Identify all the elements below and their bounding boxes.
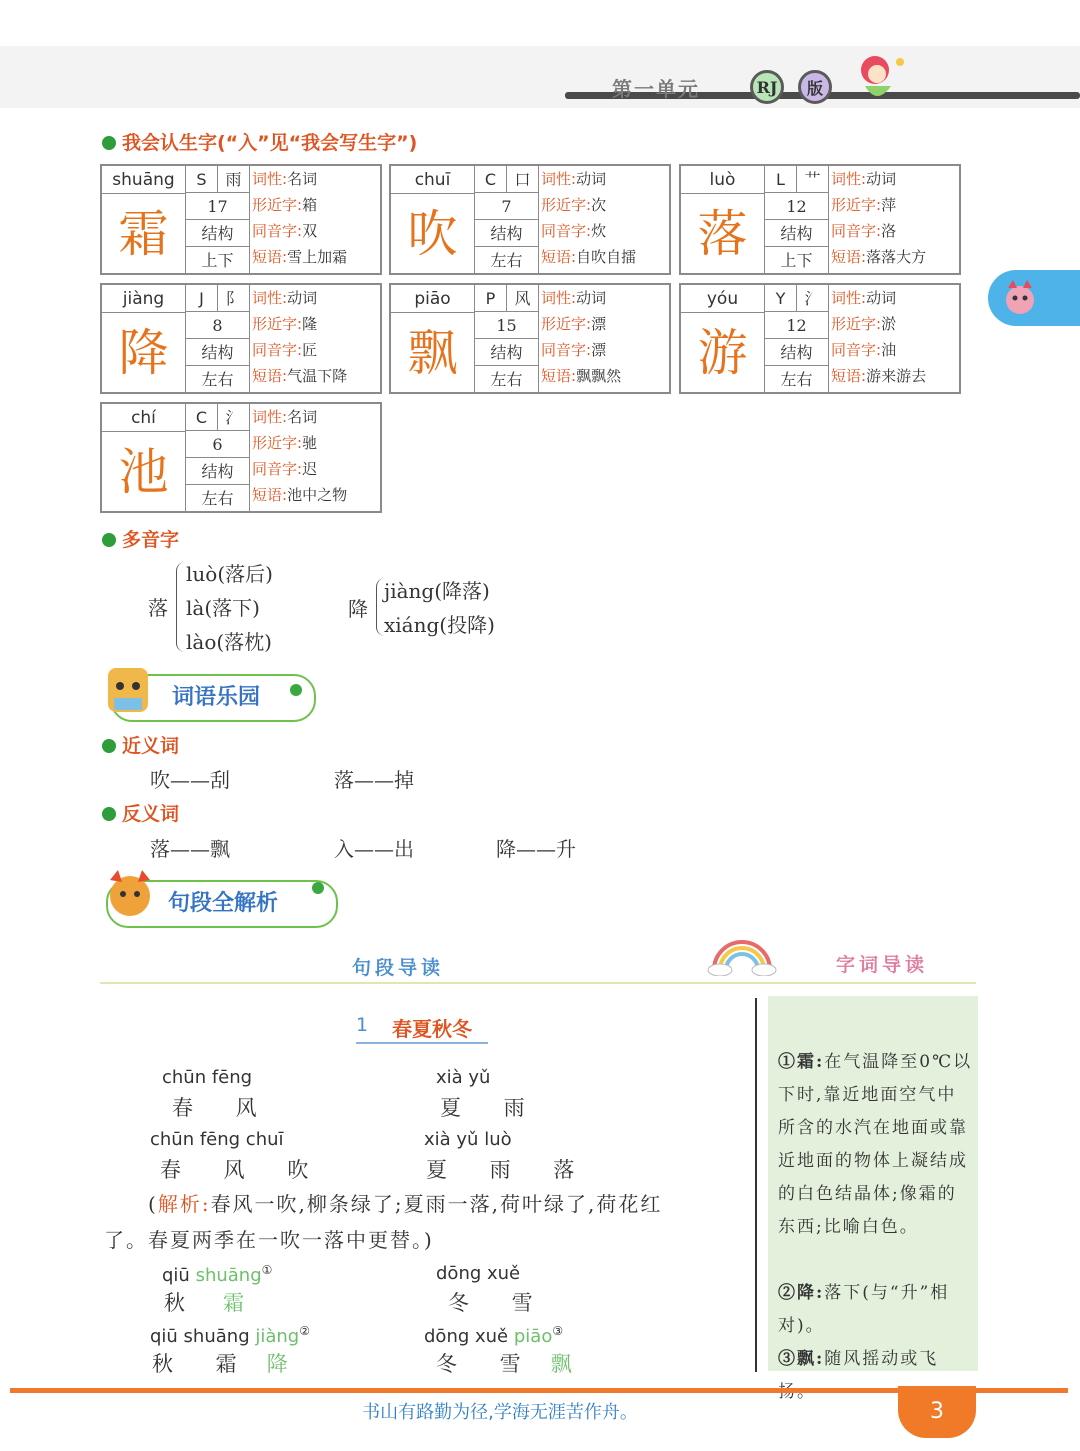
- card-info: [831, 166, 959, 270]
- tab-sentence-reading[interactable]: 句段导读: [352, 957, 445, 979]
- card-structure: 左右: [490, 251, 523, 270]
- char-card: [100, 164, 382, 275]
- card-struct-label: 结构: [186, 339, 249, 366]
- card-similar: 形近字:隆: [252, 315, 318, 333]
- char-card: [679, 164, 961, 275]
- page-number: 3: [898, 1386, 976, 1438]
- card-pos: 词性:名词: [252, 408, 318, 426]
- glossary-item: ②降:落下(与“升”相对)。: [778, 1283, 950, 1336]
- antonym-pair: 落——飘: [150, 837, 230, 861]
- char-card: [389, 283, 671, 394]
- card-phrase: 短语:气温下降: [252, 367, 348, 385]
- card-homophone: 同音字:漂: [541, 341, 607, 359]
- tab-rule: [100, 982, 976, 984]
- char-card: [100, 402, 382, 513]
- card-structure: 左右: [490, 370, 523, 389]
- card-homophone: 同音字:炊: [541, 222, 607, 240]
- card-radical: 风: [514, 289, 531, 308]
- card-radical: 氵: [804, 289, 821, 308]
- card-phrase: 短语:雪上加霜: [252, 248, 348, 266]
- card-letter: J: [186, 285, 218, 311]
- card-struct-label: 结构: [475, 339, 538, 366]
- reading-lao: lào(落枕): [186, 630, 272, 654]
- section-antonym: 反义词: [102, 799, 179, 826]
- card-meta: [186, 404, 250, 513]
- card-info: [541, 166, 669, 270]
- card-pos: 词性:动词: [252, 289, 318, 307]
- section-polyphone: 多音字: [102, 525, 179, 552]
- card-meta: [475, 285, 539, 394]
- card-structure: 左右: [780, 370, 813, 389]
- banner-dot: [290, 684, 302, 696]
- card-struct-label: 结构: [475, 220, 538, 247]
- card-meta: [765, 166, 829, 275]
- card-strokes: 7: [475, 193, 538, 220]
- card-similar: 形近字:箱: [252, 196, 318, 214]
- card-phrase: 短语:自吹自擂: [541, 248, 637, 266]
- card-pos: 词性:名词: [252, 170, 318, 188]
- card-homophone: 同音字:油: [831, 341, 897, 359]
- fairy-icon: [845, 48, 915, 108]
- hanzi: 秋 霜 降: [152, 1352, 306, 1376]
- lesson-number: 1: [356, 1014, 369, 1036]
- card-info: [252, 404, 380, 508]
- card-structure: 左右: [201, 370, 234, 389]
- card-structure: 左右: [201, 489, 234, 508]
- pinyin: qiū shuāng jiàng②: [150, 1324, 310, 1347]
- tab-word-reading[interactable]: 字词导读: [836, 954, 929, 976]
- card-strokes: 17: [186, 193, 249, 220]
- card-homophone: 同音字:双: [252, 222, 318, 240]
- card-struct-label: 结构: [186, 458, 249, 485]
- card-pinyin: luò: [681, 166, 765, 194]
- mascot-book-icon: [102, 660, 158, 720]
- column-divider: [755, 998, 757, 1372]
- bullet-dot: [102, 136, 116, 150]
- bullet-dot: [102, 533, 116, 547]
- mascot-fox-icon: [100, 866, 156, 926]
- card-pos: 词性:动词: [831, 289, 897, 307]
- card-letter: C: [186, 404, 218, 430]
- card-pos: 词性:动词: [831, 170, 897, 188]
- card-homophone: 同音字:洛: [831, 222, 897, 240]
- card-character: 吹: [391, 194, 475, 275]
- analysis-banner: 句段全解析: [106, 880, 338, 928]
- card-pinyin: piāo: [391, 285, 475, 313]
- card-radical: 口: [514, 170, 531, 189]
- card-similar: 形近字:漂: [541, 315, 607, 333]
- brace: [176, 562, 185, 652]
- card-meta: [186, 285, 250, 394]
- section-recognize: 我会认生字(“入”见“我会写生字”): [102, 128, 417, 155]
- card-info: [252, 166, 380, 270]
- pinyin: xià yǔ: [436, 1067, 491, 1088]
- card-meta: [475, 166, 539, 275]
- card-strokes: 12: [765, 193, 828, 220]
- reading-xiang: xiáng(投降): [384, 613, 495, 637]
- lesson-title: 春夏秋冬: [392, 1017, 472, 1041]
- card-radical: 氵: [225, 408, 242, 427]
- card-letter: Y: [765, 285, 797, 311]
- card-pinyin: chuī: [391, 166, 475, 194]
- pinyin: chūn fēng: [162, 1067, 253, 1088]
- bullet-dot: [102, 739, 116, 753]
- card-pinyin: yóu: [681, 285, 765, 313]
- reading-la: là(落下): [186, 596, 260, 620]
- rainbow-cloud-icon: [706, 940, 778, 976]
- edition-badge: 版: [798, 70, 832, 104]
- analysis-note-line1: (解析:春风一吹,柳条绿了;夏雨一落,荷叶绿了,荷花红: [148, 1192, 663, 1216]
- card-phrase: 短语:游来游去: [831, 367, 927, 385]
- card-character: 游: [681, 313, 765, 394]
- card-structure: 上下: [780, 251, 813, 270]
- card-character: 霜: [102, 194, 186, 275]
- lesson-underline: [356, 1042, 488, 1044]
- card-pinyin: jiàng: [102, 285, 186, 313]
- char-card: [100, 283, 382, 394]
- glossary-item: ③飘:随风摇动或飞: [778, 1349, 939, 1369]
- card-phrase: 短语:落落大方: [831, 248, 927, 266]
- synonym-pair: 落——掉: [334, 768, 414, 792]
- hanzi: 秋 霜: [164, 1291, 262, 1315]
- char-card: [389, 164, 671, 275]
- card-letter: C: [475, 166, 507, 192]
- card-homophone: 同音字:迟: [252, 460, 318, 478]
- banner-dot: [312, 882, 324, 894]
- analysis-note-line2: 了。春夏两季在一吹一落中更替。): [104, 1228, 434, 1252]
- card-homophone: 同音字:匠: [252, 341, 318, 359]
- card-radical: 雨: [225, 170, 242, 189]
- card-meta: [765, 285, 829, 394]
- card-struct-label: 结构: [186, 220, 249, 247]
- char-card: [679, 283, 961, 394]
- reading-luo: luò(落后): [186, 562, 273, 586]
- polyphone-char-jiang: 降: [348, 597, 368, 621]
- mascot-icon: [1000, 278, 1040, 318]
- card-struct-label: 结构: [765, 339, 828, 366]
- card-info: [831, 285, 959, 389]
- card-character: 飘: [391, 313, 475, 394]
- card-structure: 上下: [201, 251, 234, 270]
- pinyin: chūn fēng chuī: [150, 1129, 284, 1150]
- pinyin: xià yǔ luò: [424, 1129, 512, 1150]
- card-phrase: 短语:池中之物: [252, 486, 348, 504]
- card-letter: L: [765, 166, 797, 192]
- card-radical: 艹: [804, 170, 821, 189]
- hanzi: 春 风: [172, 1096, 275, 1120]
- card-similar: 形近字:萍: [831, 196, 897, 214]
- card-strokes: 15: [475, 312, 538, 339]
- bullet-dot: [102, 807, 116, 821]
- card-strokes: 12: [765, 312, 828, 339]
- hanzi: 冬 雪 飘: [436, 1352, 590, 1376]
- card-strokes: 6: [186, 431, 249, 458]
- pinyin: dōng xuě piāo③: [424, 1324, 564, 1347]
- card-similar: 形近字:淤: [831, 315, 897, 333]
- card-strokes: 8: [186, 312, 249, 339]
- card-struct-label: 结构: [765, 220, 828, 247]
- card-character: 落: [681, 194, 765, 275]
- card-info: [252, 285, 380, 389]
- card-pinyin: chí: [102, 404, 186, 432]
- section-synonym: 近义词: [102, 731, 179, 758]
- hanzi: 春 风 吹: [160, 1158, 327, 1182]
- card-radical: 阝: [225, 289, 242, 308]
- hanzi: 夏 雨: [440, 1096, 543, 1120]
- antonym-pair: 入——出: [334, 837, 414, 861]
- synonym-pair: 吹——刮: [150, 768, 230, 792]
- glossary-item: ①霜:在气温降至0℃以下时,靠近地面空气中所含的水汽在地面或靠近地面的物体上凝结成的白色结晶体;像霜的东西;比喻白色。: [778, 1052, 973, 1237]
- reading-jiang: jiàng(降落): [384, 579, 490, 603]
- pinyin: qiū shuāng①: [162, 1263, 273, 1286]
- card-pinyin: shuāng: [102, 166, 186, 194]
- card-character: 池: [102, 432, 186, 513]
- rj-badge: RJ: [750, 70, 784, 104]
- card-meta: [186, 166, 250, 275]
- card-pos: 词性:动词: [541, 289, 607, 307]
- card-letter: S: [186, 166, 218, 192]
- footer-motto: 书山有路勤为径,学海无涯苦作舟。: [362, 1402, 638, 1423]
- hanzi: 冬 雪: [448, 1291, 551, 1315]
- card-letter: P: [475, 285, 507, 311]
- card-info: [541, 285, 669, 389]
- card-character: 降: [102, 313, 186, 394]
- card-pos: 词性:动词: [541, 170, 607, 188]
- antonym-pair: 降——升: [496, 837, 576, 861]
- polyphone-char-luo: 落: [148, 596, 168, 620]
- card-similar: 形近字:次: [541, 196, 607, 214]
- card-phrase: 短语:飘飘然: [541, 367, 622, 385]
- side-tab[interactable]: [988, 270, 1080, 326]
- pinyin: dōng xuě: [436, 1263, 521, 1284]
- card-similar: 形近字:驰: [252, 434, 318, 452]
- words-banner: 词语乐园: [110, 674, 316, 722]
- unit-label: 第一单元: [612, 77, 700, 101]
- hanzi: 夏 雨 落: [426, 1158, 593, 1182]
